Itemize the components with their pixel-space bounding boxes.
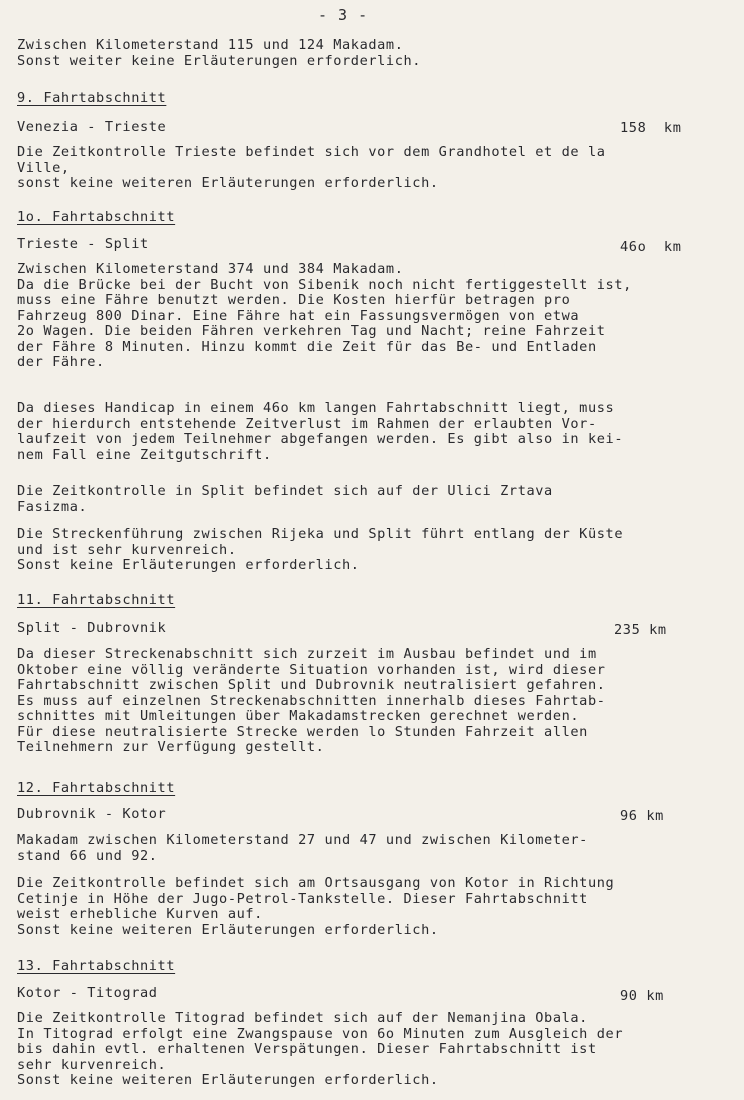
paragraph bbox=[17, 833, 733, 864]
text-line: weist erhebliche Kurven auf. bbox=[17, 906, 263, 922]
text-line: nem Fall eine Zeitgutschrift. bbox=[17, 446, 272, 463]
text-line: Fasizma. bbox=[17, 498, 88, 515]
section-route-12: Dubrovnik - Kotor bbox=[17, 806, 167, 822]
text-line: Sonst weiter keine Erläuterungen erforderlich. bbox=[17, 52, 422, 69]
paragraph bbox=[17, 401, 733, 463]
text-line: Da dieses Handicap in einem 46o km langen Fahrtabschnitt liegt, muss bbox=[17, 400, 615, 416]
section-route-10: Trieste - Split bbox=[17, 236, 149, 252]
section-heading-13: 13. Fahrtabschnitt bbox=[17, 958, 176, 974]
text-line: Die Zeitkontrolle in Split befindet sich auf der Ulici Zrtava bbox=[17, 483, 553, 499]
text-line: Fahrtabschnitt zwischen Split und Dubrovnik neutralisiert gefahren. bbox=[17, 677, 606, 693]
section-route-13: Kotor - Titograd bbox=[17, 985, 158, 1001]
text-line: Die Zeitkontrolle befindet sich am Ortsausgang von Kotor in Richtung bbox=[17, 875, 615, 891]
section-distance-11: 235 km bbox=[614, 622, 667, 638]
text-line: stand 66 und 92. bbox=[17, 847, 158, 864]
text-line: Zwischen Kilometerstand 115 und 124 Makadam. bbox=[17, 37, 404, 53]
text-line: laufzeit von jedem Teilnehmer abgefangen werden. Es gibt also in kei- bbox=[17, 431, 624, 447]
text-line: muss eine Fähre benutzt werden. Die Kosten hierfür betragen pro bbox=[17, 292, 571, 308]
text-line: sehr kurvenreich. bbox=[17, 1056, 167, 1073]
text-line: Ville, bbox=[17, 159, 70, 176]
text-line: Da dieser Streckenabschnitt sich zurzeit im Ausbau befindet und im bbox=[17, 646, 597, 662]
text-line: Zwischen Kilometerstand 374 und 384 Makadam. bbox=[17, 261, 404, 277]
paragraph bbox=[17, 876, 733, 938]
section-distance-10: 46o km bbox=[620, 239, 682, 255]
section-route-11: Split - Dubrovnik bbox=[17, 620, 167, 636]
text-line: Die Zeitkontrolle Titograd befindet sich auf der Nemanjina Obala. bbox=[17, 1010, 588, 1026]
text-line: Teilnehmern zur Verfügung gestellt. bbox=[17, 739, 325, 755]
text-line: Cetinje in Höhe der Jugo-Petrol-Tankstelle. Dieser Fahrtabschnitt bbox=[17, 890, 588, 907]
text-line: Da die Brücke bei der Bucht von Sibenik noch nicht fertiggestellt ist, bbox=[17, 276, 632, 293]
text-line: schnittes mit Umleitungen über Makadamstrecken gerechnet werden. bbox=[17, 708, 580, 724]
text-line: der Fähre. bbox=[17, 354, 105, 370]
section-route-9: Venezia - Trieste bbox=[17, 119, 167, 135]
text-line: Die Zeitkontrolle Trieste befindet sich vor dem Grandhotel et de la bbox=[17, 144, 606, 160]
text-line: Fahrzeug 800 Dinar. Eine Fähre hat ein Fassungsvermögen von etwa bbox=[17, 307, 580, 324]
text-line: 2o Wagen. Die beiden Fähren verkehren Tag und Nacht; reine Fahrzeit bbox=[17, 323, 606, 339]
text-line: Für diese neutralisierte Strecke werden lo Stunden Fahrzeit allen bbox=[17, 723, 588, 740]
paragraph bbox=[17, 647, 733, 756]
text-line: Oktober eine völlig veränderte Situation vorhanden ist, wird dieser bbox=[17, 661, 606, 678]
text-line: sonst keine weiteren Erläuterungen erforderlich. bbox=[17, 175, 439, 191]
paragraph bbox=[17, 527, 733, 574]
paragraph bbox=[17, 1011, 733, 1089]
text-line: bis dahin evtl. erhaltenen Verspätungen. Dieser Fahrtabschnitt ist bbox=[17, 1041, 597, 1057]
section-heading-12: 12. Fahrtabschnitt bbox=[17, 780, 176, 796]
paragraph bbox=[17, 145, 733, 192]
text-line: Sonst keine Erläuterungen erforderlich. bbox=[17, 557, 360, 573]
intro-text bbox=[17, 38, 733, 69]
section-heading-10: 1o. Fahrtabschnitt bbox=[17, 209, 176, 225]
text-line: Die Streckenführung zwischen Rijeka und Split führt entlang der Küste bbox=[17, 526, 624, 542]
section-heading-9: 9. Fahrtabschnitt bbox=[17, 90, 167, 106]
section-distance-13: 90 km bbox=[620, 988, 664, 1004]
section-heading-11: 11. Fahrtabschnitt bbox=[17, 592, 176, 608]
paragraph bbox=[17, 484, 733, 515]
text-line: Sonst keine weiteren Erläuterungen erforderlich. bbox=[17, 1072, 439, 1088]
text-line: und ist sehr kurvenreich. bbox=[17, 541, 237, 558]
section-distance-12: 96 km bbox=[620, 808, 664, 824]
paragraph bbox=[17, 262, 733, 371]
section-distance-9: 158 km bbox=[620, 120, 682, 136]
text-line: Sonst keine weiteren Erläuterungen erforderlich. bbox=[17, 921, 439, 938]
text-line: Makadam zwischen Kilometerstand 27 und 47 und zwischen Kilometer- bbox=[17, 832, 588, 848]
page-number: - 3 - bbox=[318, 6, 369, 24]
text-line: Es muss auf einzelnen Streckenabschnitten innerhalb dieses Fahrtab- bbox=[17, 692, 606, 709]
text-line: In Titograd erfolgt eine Zwangspause von 6o Minuten zum Ausgleich der bbox=[17, 1025, 624, 1042]
text-line: der Fähre 8 Minuten. Hinzu kommt die Zeit für das Be- und Entladen bbox=[17, 338, 597, 355]
text-line: der hierdurch entstehende Zeitverlust im Rahmen der erlaubten Vor- bbox=[17, 415, 597, 432]
